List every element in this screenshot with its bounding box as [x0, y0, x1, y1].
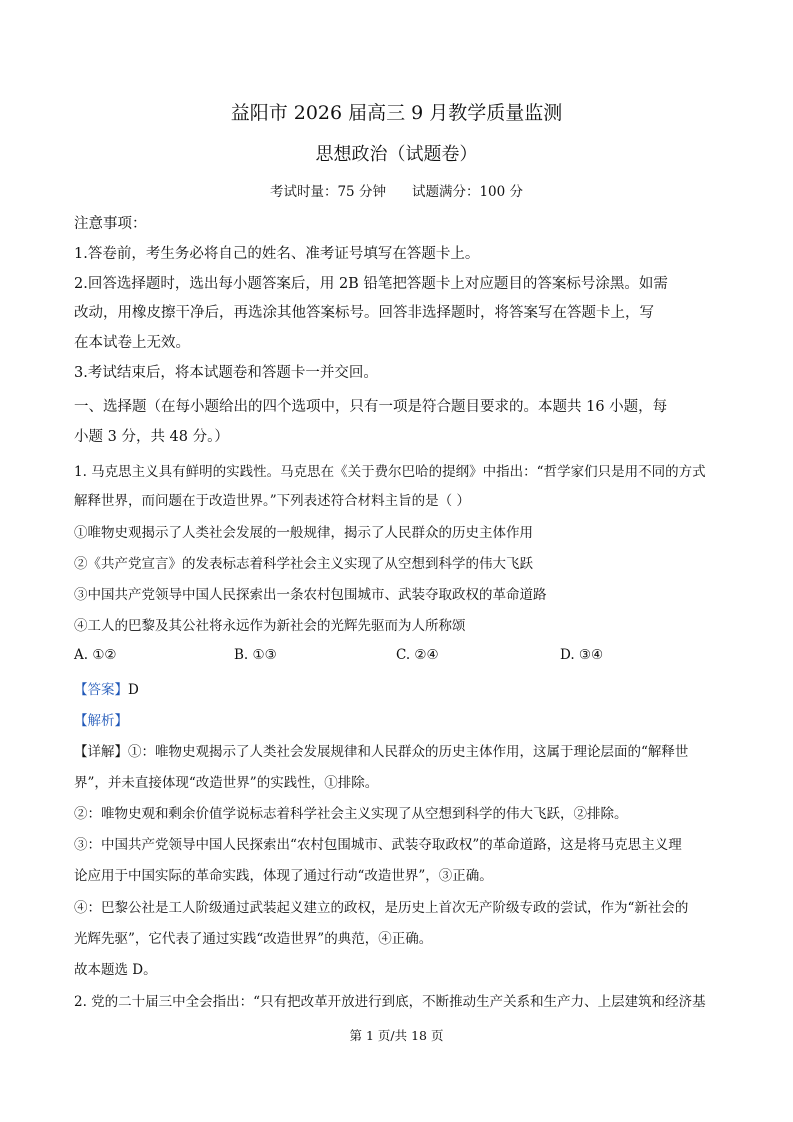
- exam-subtitle: 思想政治（试题卷）: [315, 144, 478, 165]
- answer-value: D: [128, 682, 139, 698]
- exam-title: 益阳市 2026 届高三 9 月教学质量监测: [230, 102, 563, 124]
- detail-text: ①：唯物史观揭示了人类社会发展规律和人民群众的历史主体作用，这属于理论层面的“解释世: [128, 744, 689, 760]
- exam-meta: [0, 180, 793, 200]
- exam-time: 考试时量：75 分钟: [269, 184, 386, 200]
- detail-row: [74, 740, 734, 760]
- answer-label: 【答案】: [74, 682, 128, 698]
- note-line: 3.考试结束后，将本试题卷和答题卡一并交回。: [74, 365, 378, 381]
- note-line: 在本试卷上无效。: [74, 335, 190, 351]
- answer-row: [74, 678, 734, 698]
- question-item: ①唯物史观揭示了人类社会发展的一般规律，揭示了人民群众的历史主体作用: [74, 525, 533, 541]
- detail-conclusion: 故本题选 D。: [74, 962, 157, 978]
- detail-line: 光辉先驱”，它代表了通过实践“改造世界”的典范，④正确。: [74, 931, 433, 947]
- question-item: ④工人的巴黎及其公社将永远作为新社会的光辉先驱而为人所称颂: [74, 618, 466, 634]
- question-stem: 2. 党的二十届三中全会指出：“只有把改革开放进行到底，不断推动生产关系和生产力、上层建筑和经济基: [74, 994, 706, 1010]
- question-stem: 1. 马克思主义具有鲜明的实践性。马克思在《关于费尔巴哈的提纲》中指出：“哲学家们只是用不同的方式: [74, 464, 706, 480]
- page-footer: 第 1 页/共 18 页: [349, 1028, 444, 1043]
- notes-heading: 注意事项：: [74, 216, 147, 232]
- note-line: 改动，用橡皮擦干净后，再选涂其他答案标号。回答非选择题时，将答案写在答题卡上，写: [74, 305, 654, 321]
- option-a: A. ①②: [74, 647, 117, 663]
- note-line: 1.答卷前，考生务必将自己的姓名、准考证号填写在答题卡上。: [74, 246, 480, 262]
- question-stem: 解释世界，而问题在于改造世界。”下列表述符合材料主旨的是（ ）: [74, 493, 470, 509]
- section-heading: 一、选择题（在每小题给出的四个选项中，只有一项是符合题目要求的。本题共 16 小题，每: [74, 399, 668, 415]
- option-b: B. ①③: [234, 647, 277, 663]
- detail-line: ②：唯物史观和剩余价值学说标志着科学社会主义实现了从空想到科学的伟大飞跃，②排除。: [74, 806, 628, 822]
- detail-line: 界”，并未直接体现“改造世界”的实践性，①排除。: [74, 775, 379, 791]
- analysis-label: 【解析】: [74, 713, 128, 729]
- question-item: ②《共产党宣言》的发表标志着科学社会主义实现了从空想到科学的伟大飞跃: [74, 556, 533, 572]
- detail-line: ④：巴黎公社是工人阶级通过武装起义建立的政权，是历史上首次无产阶级专政的尝试，作为“新社会的: [74, 900, 689, 916]
- section-heading-cont: 小题 3 分，共 48 分。）: [74, 429, 229, 445]
- option-c: C. ②④: [396, 647, 439, 663]
- detail-label: 【详解】: [74, 744, 128, 760]
- note-line: 2.回答选择题时，选出每小题答案后，用 2B 铅笔把答题卡上对应题目的答案标号涂黑。如需: [74, 276, 668, 292]
- detail-line: ③：中国共产党领导中国人民探索出“农村包围城市、武装夺取政权”的革命道路，这是将马克思主义理: [74, 837, 682, 853]
- exam-score: 试题满分：100 分: [411, 184, 524, 200]
- detail-line: 论应用于中国实际的革命实践，体现了通过行动“改造世界”，③正确。: [74, 868, 493, 884]
- question-item: ③中国共产党领导中国人民探索出一条农村包围城市、武装夺取政权的革命道路: [74, 587, 547, 603]
- option-d: D. ③④: [560, 647, 604, 663]
